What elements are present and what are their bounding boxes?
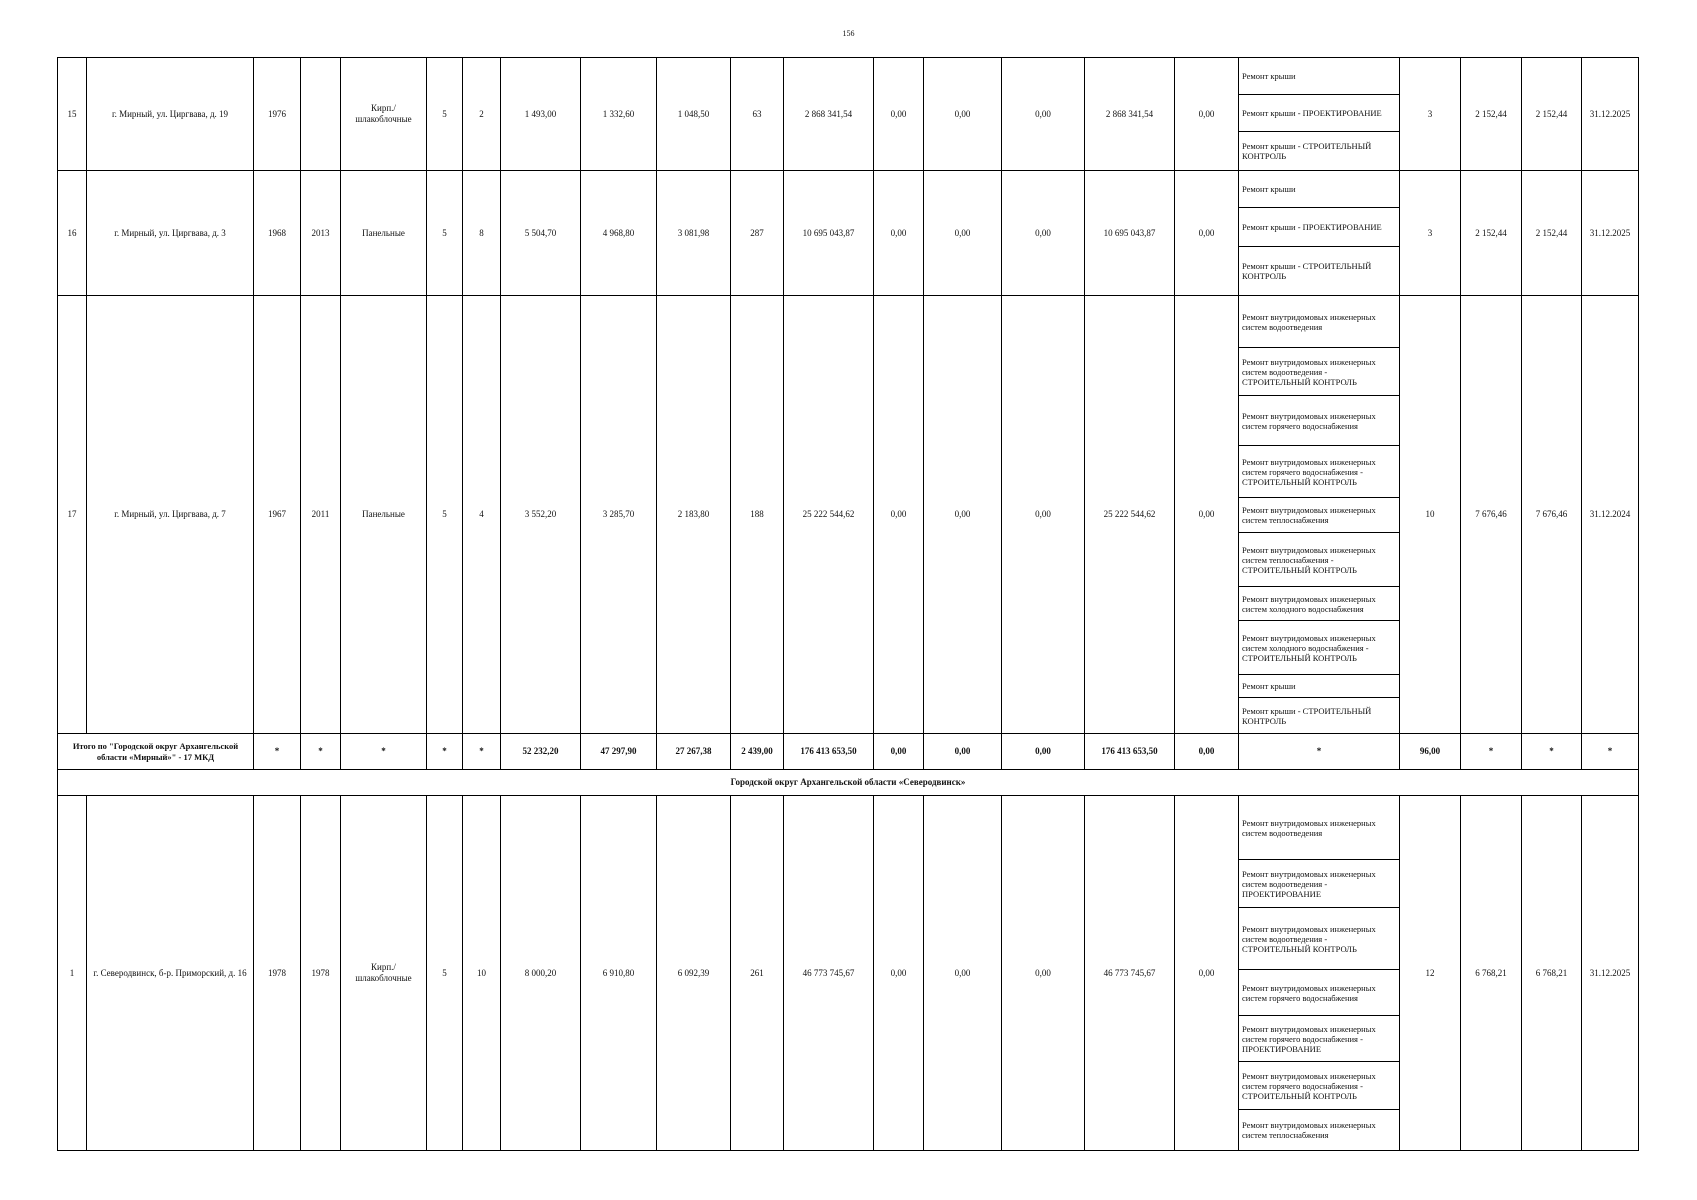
address-cell: г. Мирный, ул. Циргвава, д. 3	[87, 171, 254, 296]
owners-funds-cell: 46 773 745,67	[1085, 796, 1175, 1151]
cost-total-cell: 25 222 544,62	[784, 296, 874, 734]
works-count-cell: 3	[1400, 171, 1461, 296]
floors-cell: 5	[427, 171, 463, 296]
works-count-cell: 12	[1400, 796, 1461, 1151]
owners-funds-cell: 2 868 341,54	[1085, 58, 1175, 171]
area-residential-cell: 2 183,80	[657, 296, 731, 734]
entrances-cell: 8	[463, 171, 501, 296]
total-star: *	[341, 734, 427, 770]
total-area-cell: 5 504,70	[501, 171, 581, 296]
regional-budget-cell: 0,00	[924, 734, 1002, 770]
wall-material-cell: Кирп./ шлакоблочные	[341, 796, 427, 1151]
table-row	[58, 296, 1639, 734]
work-item: Ремонт внутридомовых инженерных систем горячего водоснабжения - СТРОИТЕЛЬНЫЙ КОНТРОЛЬ	[1239, 1062, 1399, 1110]
work-item: Ремонт внутридомовых инженерных систем горячего водоснабжения - СТРОИТЕЛЬНЫЙ КОНТРОЛЬ	[1239, 446, 1399, 498]
works-count-cell: 10	[1400, 296, 1461, 734]
local-budget-cell: 0,00	[1002, 296, 1085, 734]
local-budget-cell: 0,00	[1002, 58, 1085, 171]
works-count-cell: 96,00	[1400, 734, 1461, 770]
work-item: Ремонт внутридомовых инженерных систем водоотведения - СТРОИТЕЛЬНЫЙ КОНТРОЛЬ	[1239, 348, 1399, 396]
year-reconstructed-cell: 1978	[301, 796, 341, 1151]
work-item: Ремонт крыши	[1239, 675, 1399, 698]
fund-support-cell: 0,00	[874, 734, 924, 770]
local-budget-cell: 0,00	[1002, 796, 1085, 1151]
address-cell: г. Мирный, ул. Циргвава, д. 7	[87, 296, 254, 734]
works-cell	[1239, 296, 1400, 734]
area-premises-cell: 3 285,70	[581, 296, 657, 734]
year-reconstructed-cell: 2011	[301, 296, 341, 734]
section-row	[58, 770, 1639, 796]
owners-funds-cell: 10 695 043,87	[1085, 171, 1175, 296]
total-star: *	[463, 734, 501, 770]
page-number: 156	[842, 29, 855, 38]
cost-total-cell: 2 868 341,54	[784, 58, 874, 171]
local-budget-cell: 0,00	[1002, 734, 1085, 770]
work-item: Ремонт внутридомовых инженерных систем горячего водоснабжения	[1239, 970, 1399, 1016]
work-item: Ремонт внутридомовых инженерных систем теплоснабжения - СТРОИТЕЛЬНЫЙ КОНТРОЛЬ	[1239, 533, 1399, 587]
total-star: *	[1582, 734, 1639, 770]
other-cell: 0,00	[1175, 296, 1239, 734]
floors-cell: 5	[427, 796, 463, 1151]
unit-cost-cell: 2 152,44	[1461, 171, 1522, 296]
regional-budget-cell: 0,00	[924, 796, 1002, 1151]
cost-total-cell: 176 413 653,50	[784, 734, 874, 770]
other-cell: 0,00	[1175, 734, 1239, 770]
year-built-cell: 1968	[254, 171, 301, 296]
regional-budget-cell: 0,00	[924, 171, 1002, 296]
works-count-cell: 3	[1400, 58, 1461, 171]
work-item: Ремонт внутридомовых инженерных систем водоотведения	[1239, 796, 1399, 860]
area-residential-cell: 3 081,98	[657, 171, 731, 296]
floors-cell: 5	[427, 58, 463, 171]
owners-funds-cell: 176 413 653,50	[1085, 734, 1175, 770]
table-row	[58, 796, 1639, 1151]
total-row	[58, 734, 1639, 770]
area-premises-cell: 1 332,60	[581, 58, 657, 171]
year-reconstructed-cell	[301, 58, 341, 171]
work-item: Ремонт внутридомовых инженерных систем водоотведения - СТРОИТЕЛЬНЫЙ КОНТРОЛЬ	[1239, 908, 1399, 970]
year-built-cell: 1967	[254, 296, 301, 734]
owners-funds-cell: 25 222 544,62	[1085, 296, 1175, 734]
works-cell	[1239, 58, 1400, 171]
total-star: *	[254, 734, 301, 770]
work-item: Ремонт внутридомовых инженерных систем водоотведения - ПРОЕКТИРОВАНИЕ	[1239, 860, 1399, 908]
entrances-cell: 10	[463, 796, 501, 1151]
total-star: *	[1522, 734, 1582, 770]
total-area-cell: 1 493,00	[501, 58, 581, 171]
work-item: Ремонт внутридомовых инженерных систем горячего водоснабжения	[1239, 396, 1399, 446]
entrances-cell: 2	[463, 58, 501, 171]
work-item: Ремонт крыши	[1239, 171, 1399, 208]
row-number: 17	[58, 296, 87, 734]
address-cell: г. Мирный, ул. Циргвава, д. 19	[87, 58, 254, 171]
cost-total-cell: 46 773 745,67	[784, 796, 874, 1151]
area-residential-cell: 1 048,50	[657, 58, 731, 171]
regional-budget-cell: 0,00	[924, 296, 1002, 734]
row-number: 1	[58, 796, 87, 1151]
floors-cell: 5	[427, 296, 463, 734]
residents-cell: 63	[731, 58, 784, 171]
other-cell: 0,00	[1175, 58, 1239, 171]
work-item: Ремонт крыши - СТРОИТЕЛЬНЫЙ КОНТРОЛЬ	[1242, 140, 1372, 161]
year-built-cell: 1976	[254, 58, 301, 171]
total-area-cell: 52 232,20	[501, 734, 581, 770]
wall-material-cell: Кирп./ шлакоблочные	[341, 58, 427, 171]
area-residential-cell: 6 092,39	[657, 796, 731, 1151]
work-item: Ремонт крыши	[1239, 58, 1399, 95]
limit-cost-cell: 6 768,21	[1522, 796, 1582, 1151]
work-item: Ремонт внутридомовых инженерных систем холодного водоснабжения	[1239, 587, 1399, 621]
residents-cell: 188	[731, 296, 784, 734]
total-label: Итого по "Городской округ Архангельской области «Мирный»" - 17 МКД	[58, 734, 254, 770]
deadline-cell: 31.12.2025	[1582, 58, 1639, 171]
capital-repair-table	[57, 57, 1639, 1151]
limit-cost-cell: 2 152,44	[1522, 171, 1582, 296]
regional-budget-cell: 0,00	[924, 58, 1002, 171]
unit-cost-cell: 2 152,44	[1461, 58, 1522, 171]
work-item: Ремонт внутридомовых инженерных систем теплоснабжения	[1242, 1120, 1376, 1140]
works-cell	[1239, 171, 1400, 296]
deadline-cell: 31.12.2024	[1582, 296, 1639, 734]
address-cell: г. Северодвинск, б-р. Приморский, д. 16	[87, 796, 254, 1151]
section-title: Городской округ Архангельской области «Северодвинск»	[58, 770, 1639, 796]
total-star: *	[427, 734, 463, 770]
work-item: Ремонт внутридомовых инженерных систем горячего водоснабжения - ПРОЕКТИРОВАНИЕ	[1239, 1016, 1399, 1062]
work-item: Ремонт крыши - СТРОИТЕЛЬНЫЙ КОНТРОЛЬ	[1242, 261, 1372, 281]
residents-cell: 287	[731, 171, 784, 296]
area-residential-cell: 27 267,38	[657, 734, 731, 770]
residents-cell: 2 439,00	[731, 734, 784, 770]
residents-cell: 261	[731, 796, 784, 1151]
fund-support-cell: 0,00	[874, 171, 924, 296]
area-premises-cell: 6 910,80	[581, 796, 657, 1151]
unit-cost-cell: 6 768,21	[1461, 796, 1522, 1151]
row-number: 16	[58, 171, 87, 296]
unit-cost-cell: 7 676,46	[1461, 296, 1522, 734]
row-number: 15	[58, 58, 87, 171]
work-item: Ремонт крыши - ПРОЕКТИРОВАНИЕ	[1239, 95, 1399, 132]
cost-total-cell: 10 695 043,87	[784, 171, 874, 296]
limit-cost-cell: 7 676,46	[1522, 296, 1582, 734]
work-item: Ремонт внутридомовых инженерных систем теплоснабжения	[1239, 498, 1399, 533]
total-area-cell: 3 552,20	[501, 296, 581, 734]
entrances-cell: 4	[463, 296, 501, 734]
local-budget-cell: 0,00	[1002, 171, 1085, 296]
fund-support-cell: 0,00	[874, 58, 924, 171]
table-row	[58, 171, 1639, 296]
area-premises-cell: 4 968,80	[581, 171, 657, 296]
fund-support-cell: 0,00	[874, 296, 924, 734]
fund-support-cell: 0,00	[874, 796, 924, 1151]
area-premises-cell: 47 297,90	[581, 734, 657, 770]
total-star: *	[301, 734, 341, 770]
limit-cost-cell: 2 152,44	[1522, 58, 1582, 171]
deadline-cell: 31.12.2025	[1582, 796, 1639, 1151]
wall-material-cell: Панельные	[341, 171, 427, 296]
work-item: Ремонт внутридомовых инженерных систем водоотведения	[1239, 296, 1399, 348]
other-cell: 0,00	[1175, 796, 1239, 1151]
wall-material-cell: Панельные	[341, 296, 427, 734]
year-built-cell: 1978	[254, 796, 301, 1151]
year-reconstructed-cell: 2013	[301, 171, 341, 296]
works-cell	[1239, 796, 1400, 1151]
total-area-cell: 8 000,20	[501, 796, 581, 1151]
total-star: *	[1239, 734, 1400, 770]
work-item: Ремонт крыши - СТРОИТЕЛЬНЫЙ КОНТРОЛЬ	[1242, 705, 1372, 726]
work-item: Ремонт крыши - ПРОЕКТИРОВАНИЕ	[1239, 208, 1399, 247]
work-item: Ремонт внутридомовых инженерных систем холодного водоснабжения - СТРОИТЕЛЬНЫЙ КОНТРОЛЬ	[1239, 621, 1399, 675]
total-star: *	[1461, 734, 1522, 770]
table-row	[58, 58, 1639, 171]
other-cell: 0,00	[1175, 171, 1239, 296]
deadline-cell: 31.12.2025	[1582, 171, 1639, 296]
